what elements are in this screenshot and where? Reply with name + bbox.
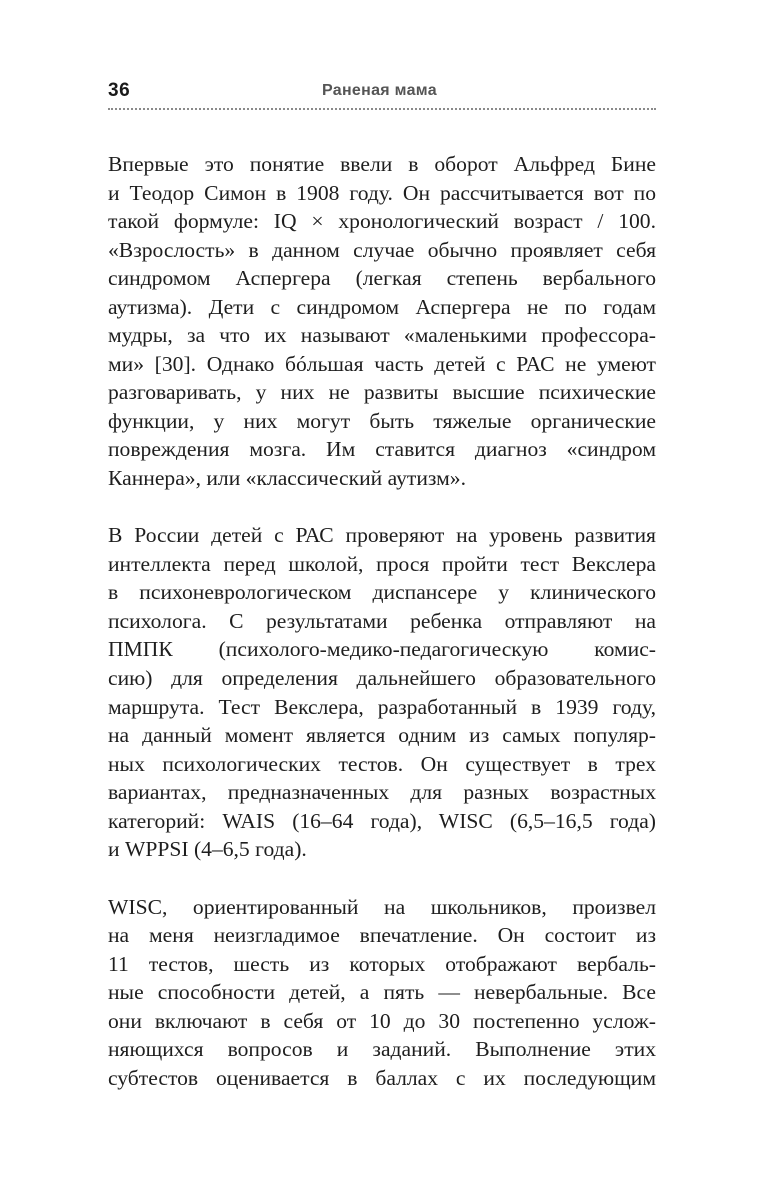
paragraph-3 bbox=[108, 893, 656, 1093]
text-line: вариантах, предназначенных для разных возрастных bbox=[108, 780, 656, 805]
text-line: повреждения мозга. Им ставится диагноз «синдром bbox=[108, 437, 656, 462]
text-line: мудры, за что их называют «маленькими профессора- bbox=[108, 323, 656, 348]
text-line: и Теодор Симон в 1908 году. Он рассчитывается вот по bbox=[108, 180, 656, 205]
body-text bbox=[108, 150, 656, 1121]
text-line: и WPPSI (4–6,5 года). bbox=[108, 837, 307, 862]
text-line: в психоневрологическом диспансере у клинического bbox=[108, 580, 656, 605]
text-line: функции, у них могут быть тяжелые органические bbox=[108, 408, 656, 433]
text-line: ПМПК (психолого-медико-педагогическую комис- bbox=[108, 637, 656, 662]
text-line: ные способности детей, а пять — невербальные. Все bbox=[108, 980, 656, 1005]
text-line: они включают в себя от 10 до 30 постепенно услож- bbox=[108, 1008, 656, 1033]
text-line: Впервые это понятие ввели в оборот Альфред Бине bbox=[108, 152, 656, 176]
paragraph-1 bbox=[108, 150, 656, 493]
text-line: ми» [30]. Однако бóльшая часть детей с РАС не умеют bbox=[108, 351, 656, 376]
text-line: 11 тестов, шесть из которых отображают вербаль- bbox=[108, 951, 656, 976]
text-line: ных психологических тестов. Он существует в трех bbox=[108, 751, 656, 776]
text-line: на данный момент является одним из самых популяр- bbox=[108, 723, 656, 748]
header-dotted-rule bbox=[108, 108, 656, 110]
text-line: такой формуле: IQ × хронологический возраст / 100. bbox=[108, 209, 656, 234]
paragraph-2 bbox=[108, 521, 656, 864]
text-line: субтестов оценивается в баллах с их последующим bbox=[108, 1065, 656, 1090]
text-line: на меня неизгладимое впечатление. Он состоит из bbox=[108, 923, 656, 948]
text-line: Каннера», или «классический аутизм». bbox=[108, 466, 466, 491]
text-line: сию) для определения дальнейшего образовательного bbox=[108, 665, 656, 690]
text-line: интеллекта перед школой, прося пройти тест Векслера bbox=[108, 551, 656, 576]
text-line: маршрута. Тест Векслера, разработанный в 1939 году, bbox=[108, 694, 656, 719]
text-line: аутизма). Дети с синдромом Аспергера не по годам bbox=[108, 294, 656, 319]
text-line: психолога. С результатами ребенка отправляют на bbox=[108, 608, 656, 633]
text-line: разговаривать, у них не развиты высшие психические bbox=[108, 380, 656, 405]
running-header bbox=[108, 78, 658, 106]
text-line: няющихся вопросов и заданий. Выполнение этих bbox=[108, 1037, 656, 1062]
text-line: категорий: WAIS (16–64 года), WISC (6,5–16,5 года) bbox=[108, 808, 656, 833]
page-number: 36 bbox=[108, 80, 131, 101]
text-line: синдромом Аспергера (легкая степень вербального bbox=[108, 266, 656, 291]
book-title: Раненая мама bbox=[322, 82, 437, 99]
text-line: WISC, ориентированный на школьников, произвел bbox=[108, 894, 656, 919]
text-line: В России детей с РАС проверяют на уровень развития bbox=[108, 523, 656, 548]
text-line: «Взрослость» в данном случае обычно проявляет себя bbox=[108, 237, 656, 262]
